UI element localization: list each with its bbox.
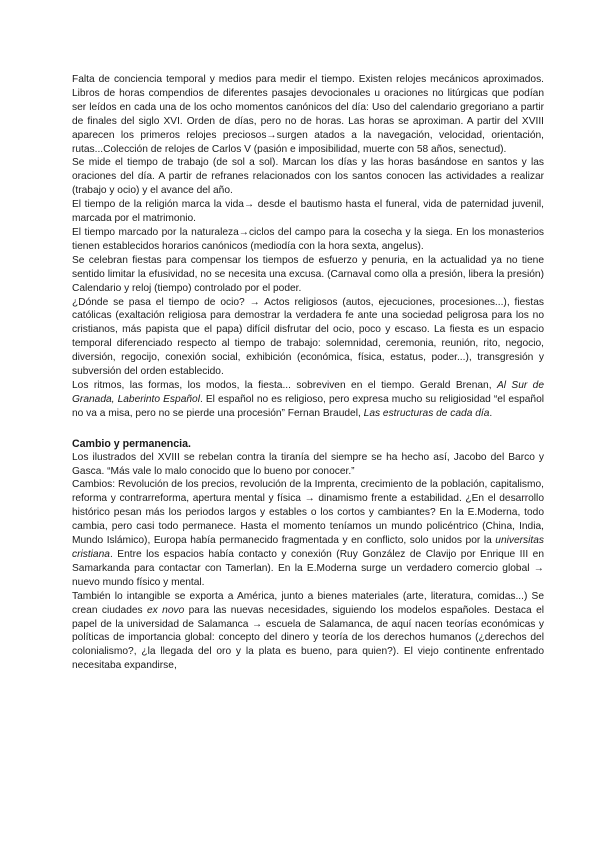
text-run: . Entre los espacios había contacto y conexión (Ruy González de Clavijo por Enrique III en Samarkanda para contactar con Tamerlan). En la E.Moderna surge un verdadero comercio global → nuevo mundo físico y mental.	[72, 549, 544, 588]
latin-term: ex novo	[147, 604, 185, 616]
paragraph-festivities: Se celebran fiestas para compensar los tiempos de esfuerzo y penuria, en la actualidad ya no tiene sentido limitar la efusividad, no se necesita una excusa. (Carnaval como olla a presión, libera la presión) Calendario y reloj (tiempo) controlado por el poder.	[72, 254, 544, 294]
paragraph-nature-time: El tiempo marcado por la naturaleza→ciclos del campo para la cosecha y la siega. En los monasterios tienen establecidos horarios canónicos (mediodía con la hora sexta, angelus).	[72, 226, 544, 252]
paragraph-changes	[72, 478, 544, 589]
paragraph-rhythms	[72, 379, 544, 421]
paragraph-illustrated: Los ilustrados del XVIII se rebelan contra la tiranía del siempre se ha hecho así, Jacobo del Barco y Gasca. “Más vale lo malo conocido que lo bueno por conocer.”	[72, 451, 544, 477]
paragraph-measuring-time: Falta de conciencia temporal y medios para medir el tiempo. Existen relojes mecánicos aproximados. Libros de horas compendios de diferentes pasajes devocionales u oraciones no litúrgicas que podían ser leídos en cada una de los ocho momentos canónicos del día: Uso del calendario gregoriano a partir de finales del siglo XVI. Orden de días, pero no de horas. Las horas se aproximan. A partir del XVIII aparecen los primeros relojes preciosos→surgen atados a la navegación, velocidad, orientación, rutas...Colección de relojes de Carlos V (pasión e imposibilidad, muerte con 58 años, senectud).	[72, 74, 544, 155]
text-run: Los ritmos, las formas, los modos, la fiesta... sobreviven en el tiempo. Gerald Brenan,	[72, 379, 497, 391]
latin-term: universitas cristiana	[72, 535, 544, 560]
paragraph-work-time: Se mide el tiempo de trabajo (de sol a sol). Marcan los días y las horas basándose en santos y las oraciones del día. A partir de refranes relacionados con los santos conocen las actividades a realizar (trabajo y ocio) y el avance del año.	[72, 157, 544, 197]
paragraph-religion-time: El tiempo de la religión marca la vida→ desde el bautismo hasta el funeral, vida de paternidad juvenil, marcada por el matrimonio.	[72, 199, 544, 225]
book-title-braudel: Las estructuras de cada día	[363, 407, 490, 419]
paragraph-leisure: ¿Dónde se pasa el tiempo de ocio? → Actos religiosos (autos, ejecuciones, procesiones...), fiestas católicas (exaltación religiosa para demostrar la verdadera fe ante una sociedad peligrosa para los no cristianos, más papista que el papa) difícil disfrutar del ocio, poco y escaso. La fiesta es un espacio temporal diferenciado respecto al tiempo de trabajo: solemnidad, ceremonia, reunión, rito, negocio, diversión, regocijo, conexión social, exhibición (económica, física, estatus, poder...), transgresión y subversión del orden establecido.	[72, 296, 544, 378]
paragraph-america	[72, 590, 544, 673]
text-run: Cambios: Revolución de los precios, revolución de la Imprenta, crecimiento de la población, capitalismo, reforma y contrarreforma, apertura mental y física → dinamismo frente a estabilidad. ¿En el desarrollo histórico pesan más los periodos largos y estables o los cortos y cambiantes? En la E.Moderna, todo cambia, pero casi todo permanece. Hasta el momento teníamos un mundo policéntrico (China, India, Mundo Islámico), Europa había permanecido fragmentada y en conflicto, solo unidos por la	[72, 479, 544, 547]
section-heading: Cambio y permanencia.	[72, 437, 191, 450]
book-title-brenan: Al Sur de Granada, Laberinto Español	[72, 379, 544, 405]
text-run: . El español no es religioso, pero expresa mucho su religiosidad “el español no va a misa, pero no se pierde una procesión” Fernan Braudel,	[72, 393, 545, 419]
text-run: para las nuevas necesidades, siguiendo los modelos españoles. Destaca el papel de la universidad de Salamanca → escuela de Salamanca, de aquí nacen teorías económicas y políticas de importancia global: concepto del dinero y teoría de los derechos humanos (¿derechos del colonialismo?, ¿la llegada del oro y la plata es bueno, para quien?). El viejo continente enfrentado necesitaba expandirse,	[72, 604, 544, 672]
text-run: También lo intangible se exporta a América, junto a bienes materiales (arte, literatura, comidas...) Se crean ciudades	[72, 590, 544, 616]
text-run: .	[489, 407, 493, 419]
